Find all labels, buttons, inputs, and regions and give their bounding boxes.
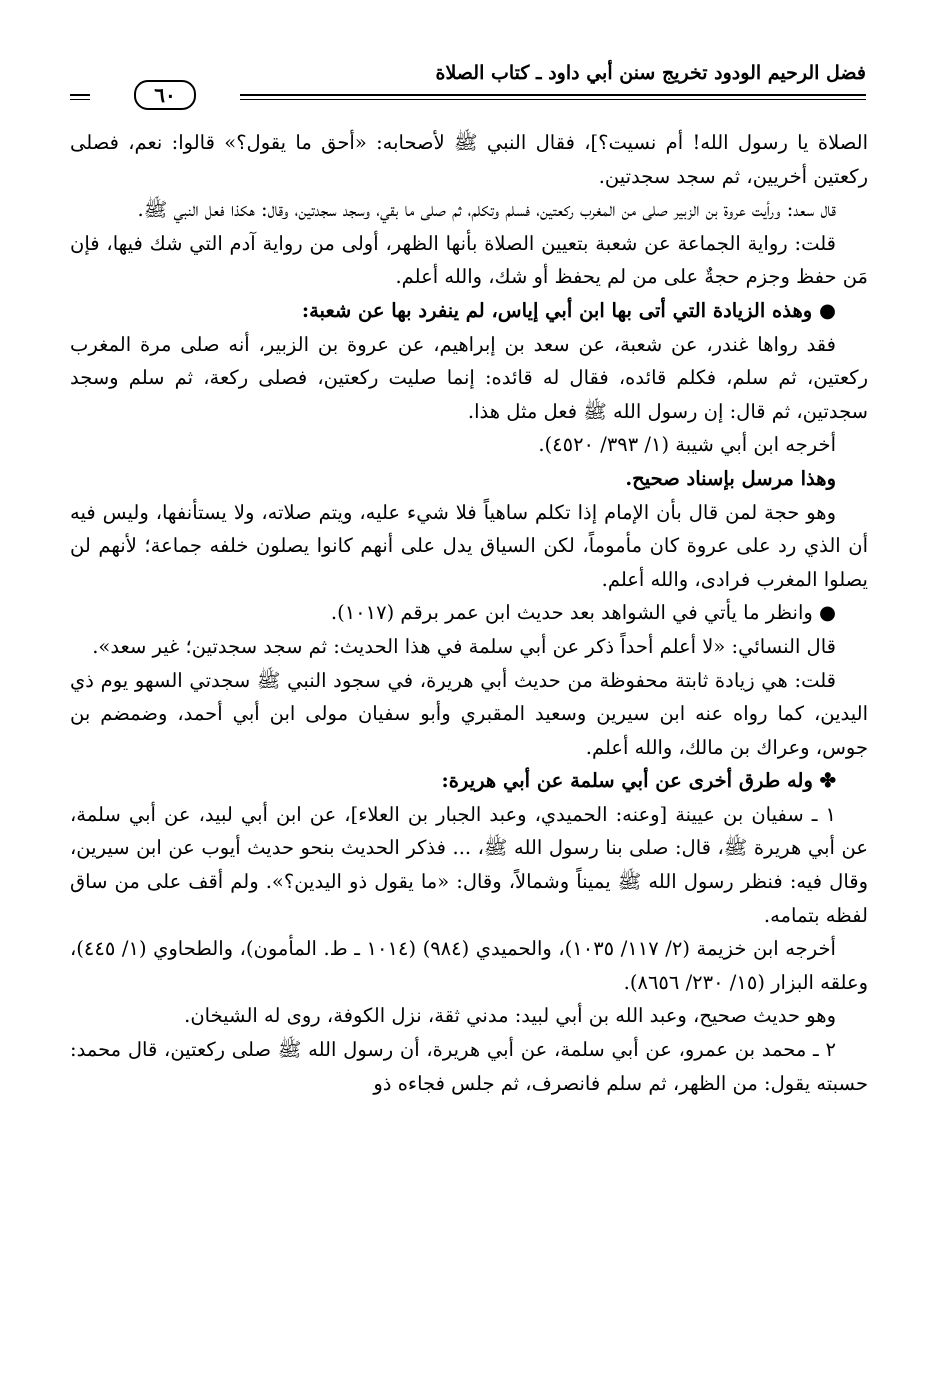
paragraph: أخرجه ابن خزيمة (٢/ ١١٧/ ١٠٣٥)، والحميدي (٩٨٤) (١٠١٤ ـ ط. المأمون)، والطحاوي (١/ ٤٤٥)، وعلقه البزار (١٥/ ٢٣٠/ ٨٦٥٦). <box>70 937 868 994</box>
running-title: فضل الرحيم الودود تخريج سنن أبي داود ـ كتاب الصلاة <box>435 62 866 84</box>
paragraph: قلت: رواية الجماعة عن شعبة بتعيين الصلاة بأنها الظهر، أولى من رواية آدم التي شك فيها، فإن مَن حفظ وجزم حجةٌ على من لم يحفظ أو شك، والله أعلم. <box>70 231 868 289</box>
paragraph: ● وانظر ما يأتي في الشواهد بعد حديث ابن عمر برقم (١٠١٧). <box>330 601 836 625</box>
page-number: ٦٠ <box>134 80 195 110</box>
paragraph: ✤ وله طرق أخرى عن أبي سلمة عن أبي هريرة: <box>441 769 836 793</box>
paragraph: قلت: هي زيادة ثابتة محفوظة من حديث أبي هريرة، في سجود النبي ﷺ سجدتي السهو يوم ذي اليدين، كما رواه عنه ابن سيرين وسعيد المقبري وأبو سفيان مولى ابن أبي أحمد، وضمضم بن جوس، وعراك بن مالك، والله أعلم. <box>70 668 868 759</box>
page-number-ornament <box>90 80 240 110</box>
paragraph: فقد رواها غندر، عن شعبة، عن سعد بن إبراهيم، عن عروة بن الزبير، أنه صلى مرة المغرب ركعتين، ثم سلم، فكلم قائده، فقال له قائده: إنما صليت ركعتين، فصلى ركعة، ثم سلم وسجد سجدتين، ثم قال: إن رسول الله ﷺ فعل مثل هذا. <box>70 332 868 423</box>
paragraph: ● وهذه الزيادة التي أتى بها ابن أبي إياس، لم ينفرد بها عن شعبة: <box>301 298 836 322</box>
paragraph: أخرجه ابن أبي شيبة (١/ ٣٩٣/ ٤٥٢٠). <box>538 433 836 457</box>
paragraph: الصلاة يا رسول الله! أم نسيت؟]، فقال النبي ﷺ لأصحابه: «أحق ما يقول؟» قالوا: نعم، فصلى ركعتين أخريين، ثم سجد سجدتين. <box>70 131 868 188</box>
paragraph: قال سعد: ورأيت عروة بن الزبير صلى من المغرب ركعتين، فسلم وتكلم، ثم صلى ما بقي، وسجد سجدتين، وقال: هكذا فعل النبي ﷺ. <box>137 198 836 222</box>
paragraph: وهو حجة لمن قال بأن الإمام إذا تكلم ساهياً فلا شيء عليه، ويتم صلاته، ولا يستأنفها، وليس فيه أن الذي رد على عروة كان مأموماً، لكن السياق يدل على أنهم كانوا يصلون خلفه جماعة؛ لأنهم لن يصلوا المغرب فرادى، والله أعلم. <box>70 500 868 591</box>
paragraph: ٢ ـ محمد بن عمرو، عن أبي سلمة، عن أبي هريرة، أن رسول الله ﷺ صلى ركعتين، قال محمد: حسبته يقول: من الظهر، ثم سلم فانصرف، ثم جلس فجاءه ذو <box>70 1038 868 1095</box>
page-body <box>70 126 868 1100</box>
paragraph: وهو حديث صحيح، وعبد الله بن أبي لبيد: مدني ثقة، نزل الكوفة، روى له الشيخان. <box>184 1004 836 1028</box>
page-header <box>70 52 866 112</box>
paragraph: ١ ـ سفيان بن عيينة [وعنه: الحميدي، وعبد الجبار بن العلاء]، عن ابن أبي لبيد، عن أبي سلمة، عن أبي هريرة ﷺ، قال: صلى بنا رسول الله ﷺ، ... فذكر الحديث بنحو حديث أيوب عن ابن سيرين، وقال فيه: فنظر رسول الله ﷺ يميناً وشمالاً، وقال: «ما يقول ذو اليدين؟». ولم أقف على من ساق لفظه بتمامه. <box>70 802 868 927</box>
paragraph: قال النسائي: «لا أعلم أحداً ذكر عن أبي سلمة في هذا الحديث: ثم سجد سجدتين؛ غير سعد». <box>92 634 836 658</box>
paragraph: وهذا مرسل بإسناد صحيح. <box>625 466 836 490</box>
